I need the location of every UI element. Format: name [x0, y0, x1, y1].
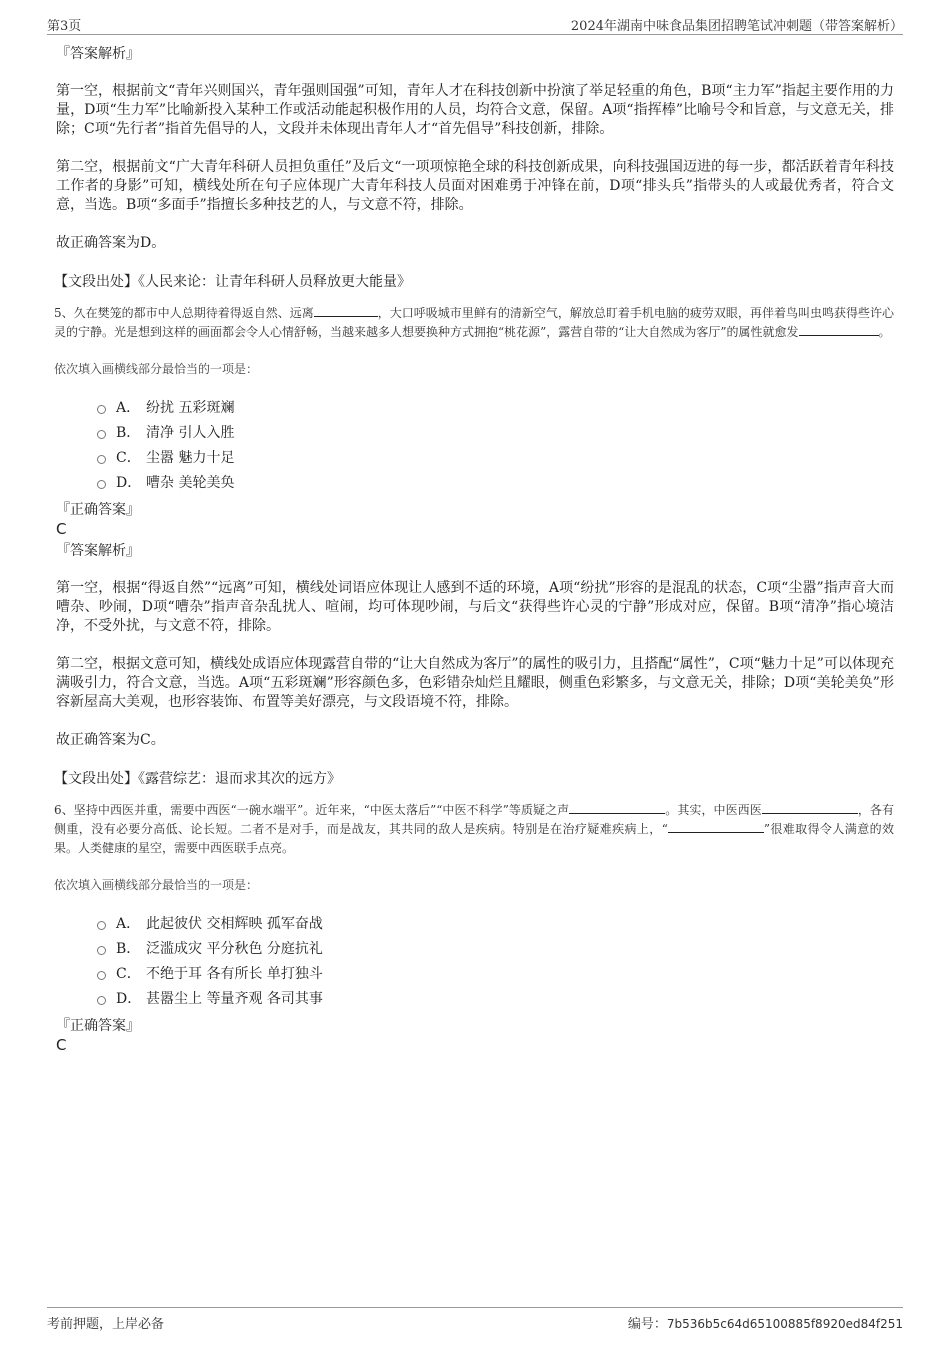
q6-prompt: 依次填入画横线部分最恰当的一项是：	[54, 878, 259, 892]
radio-button-icon[interactable]	[97, 405, 106, 414]
q5-option-c[interactable]: C． 尘嚣 魅力十足	[56, 446, 894, 471]
q6-question-text: 6、坚持中西医并重，需要中西医“一碗水端平”。近年来，“中医太落后”“中医不科学”等质疑之声 。其实，中医西医 ，各有侧重，没有必要分高低、论长短。二者不是对手，而是战友，其共同的敌人是疾病。特别是在治疗疑难疾病上，“ ”很难取得令人满意的效果。人类健康的星空，需要中西医联手点亮。	[54, 803, 894, 855]
q4-source: 【文段出处】《人民来论：让青年科研人员释放更大能量》	[54, 274, 411, 290]
radio-button-icon[interactable]	[97, 946, 106, 955]
q5-blank-2	[799, 323, 879, 336]
q6-option-a[interactable]: A． 此起彼伏 交相辉映 孤军奋战	[56, 912, 894, 937]
document-code: 编号：7b536b5c64d65100885f8920ed84f251	[627, 1317, 903, 1332]
radio-button-icon[interactable]	[97, 455, 106, 464]
radio-button-icon[interactable]	[97, 921, 106, 930]
q6-blank-3	[668, 820, 764, 833]
footer-slogan: 考前押题，上岸必备	[47, 1317, 165, 1332]
radio-button-icon[interactable]	[97, 996, 106, 1005]
q5-option-d[interactable]: D． 嘈杂 美轮美奂	[56, 471, 894, 496]
q4-conclusion: 故正确答案为D。	[56, 235, 166, 251]
q6-option-c[interactable]: C． 不绝于耳 各有所长 单打独斗	[56, 962, 894, 987]
q6-option-d[interactable]: D． 甚嚣尘上 等量齐观 各司其事	[56, 987, 894, 1012]
q5-analysis-paragraph-2: 第二空，根据文意可知，横线处成语应体现露营自带的“让大自然成为客厅”的属性的吸引力，且搭配“属性”，C项“魅力十足”可以体现充满吸引力，符合文意，当选。A项“五彩斑斓”形容颜色多，色彩错杂灿烂且耀眼，侧重色彩繁多，与文意无关，排除；D项“美轮美奂”形容新屋高大美观，也形容装饰、布置等美好漂亮，与文段语境不符，排除。	[56, 656, 894, 710]
page-footer	[47, 1307, 903, 1332]
q5-blank-1	[314, 304, 378, 317]
page-header	[47, 12, 903, 35]
q5-prompt: 依次填入画横线部分最恰当的一项是：	[54, 362, 259, 376]
q6-options	[56, 912, 894, 1012]
radio-button-icon[interactable]	[97, 971, 106, 980]
radio-button-icon[interactable]	[97, 480, 106, 489]
document-title: 2024年湖南中味食品集团招聘笔试冲刺题（带答案解析）	[570, 19, 903, 34]
q5-analysis-label: 『答案解析』	[56, 543, 140, 559]
q4-analysis-paragraph-1: 第一空，根据前文“青年兴则国兴，青年强则国强”可知，青年人才在科技创新中扮演了举足轻重的角色，B项“主力军”指起主要作用的力量，D项“生力军”比喻新投入某种工作或活动能起积极作用的人员，均符合文意，保留。A项“指挥棒”比喻号令和旨意，与文意无关，排除；C项“先行者”指首先倡导的人，文段并未体现出青年人才“首先倡导”科技创新，排除。	[56, 83, 894, 137]
document-body	[56, 44, 894, 1057]
q5-answer: C	[56, 520, 67, 538]
q6-blank-2	[762, 801, 858, 814]
q6-option-b[interactable]: B． 泛滥成灾 平分秋色 分庭抗礼	[56, 937, 894, 962]
q4-analysis-paragraph-2: 第二空，根据前文“广大青年科研人员担负重任”及后文“一项项惊艳全球的科技创新成果，向科技强国迈进的每一步，都活跃着青年科技工作者的身影”可知，横线处所在句子应体现广大青年科技人员面对困难勇于冲锋在前，D项“排头兵”指带头的人或最优秀者，符合文意，当选。B项“多面手”指擅长多种技艺的人，与文意不符，排除。	[56, 159, 894, 213]
q5-analysis-paragraph-1: 第一空，根据“得返自然”“远离”可知，横线处词语应体现让人感到不适的环境，A项“纷扰”形容的是混乱的状态，C项“尘嚣”指声音大而嘈杂、吵闹，D项“嘈杂”指声音杂乱扰人、喧闹，均可体现吵闹，与后文“获得些许心灵的宁静”形成对应，保留。B项“清净”指心境洁净，不受外扰，与文意不符，排除。	[56, 580, 894, 634]
q5-answer-label: 『正确答案』	[56, 502, 140, 518]
q6-blank-1	[569, 801, 665, 814]
q5-question-text: 5、久在樊笼的都市中人总期待着得返自然、远离 ，大口呼吸城市里鲜有的清新空气，解放总盯着手机电脑的疲劳双眼，再伴着鸟叫虫鸣获得些许心灵的宁静。光是想到这样的画面都会令人心情舒畅，当越来越多人想要换种方式拥抱“桃花源”，露营自带的“让大自然成为客厅”的属性就愈发 。	[54, 306, 894, 339]
q5-conclusion: 故正确答案为C。	[56, 732, 165, 748]
q6-answer: C	[56, 1036, 67, 1054]
q5-options	[56, 396, 894, 496]
q5-source: 【文段出处】《露营综艺：退而求其次的远方》	[54, 771, 341, 787]
q5-option-b[interactable]: B． 清净 引人入胜	[56, 421, 894, 446]
page-number: 第3页	[47, 19, 82, 34]
q4-analysis-label: 『答案解析』	[56, 46, 140, 62]
q5-option-a[interactable]: A． 纷扰 五彩斑斓	[56, 396, 894, 421]
q6-answer-label: 『正确答案』	[56, 1018, 140, 1034]
radio-button-icon[interactable]	[97, 430, 106, 439]
